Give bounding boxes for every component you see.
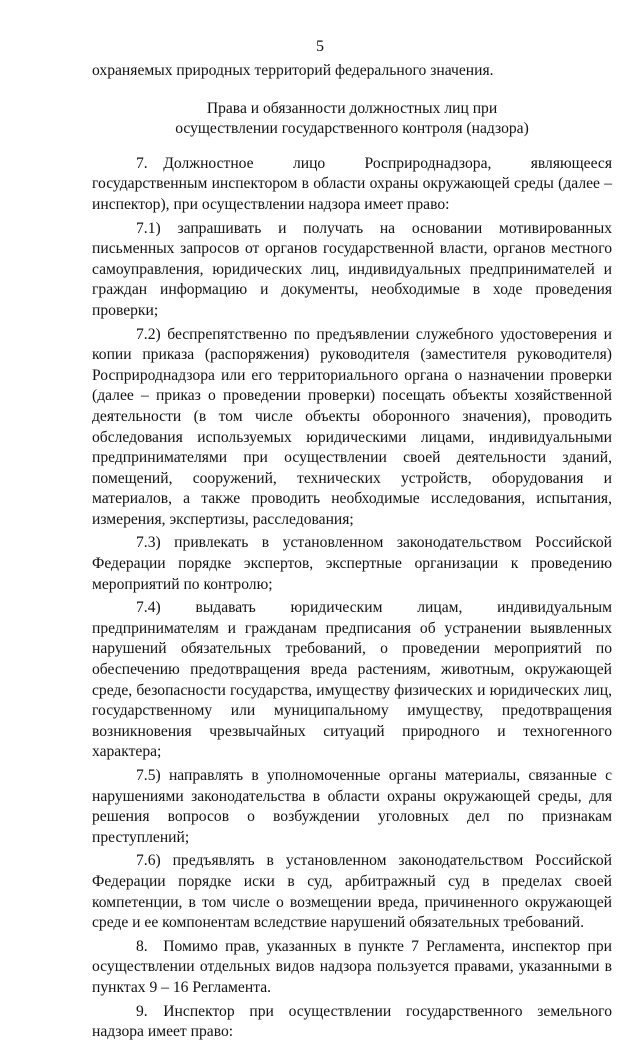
section-heading-line: осуществлении государственного контроля (надзора) bbox=[175, 120, 529, 138]
paragraph-7-6: 7.6) предъявлять в установленном законодательством Российской Федерации порядке иски в суд, арбитражный суд в пределах своей компетенции, в том числе о возмещении вреда, причиненного окружающей среде и ее компонентам вследствие нарушений обязательных требований. bbox=[92, 852, 612, 932]
section-heading-line: Права и обязанности должностных лиц при bbox=[206, 99, 498, 117]
paragraph-7-5: 7.5) направлять в уполномоченные органы материалы, связанные с нарушениями законодательства в области охраны окружающей среды, для решения вопросов о возбуждении уголовных дел по признакам преступлений; bbox=[92, 767, 612, 846]
paragraph-8: 8. Помимо прав, указанных в пункте 7 Регламента, инспектор при осуществлении отдельных видов надзора пользуется правами, указанными в пунктах 9 – 16 Регламента. bbox=[92, 937, 612, 996]
paragraph-7-3: 7.3) привлекать в установленном законодательством Российской Федерации порядке экспертов, экспертные организации к проведению мероприятий по контролю; bbox=[92, 534, 612, 593]
paragraph-7-4: 7.4) выдавать юридическим лицам, индивидуальным предпринимателям и гражданам предписания об устранении выявленных нарушений обязательных требований, о проведении мероприятий по обеспечению предотвращения вреда растениям, животным, окружающей среде, безопасности государства, имуществу физических и юридических лиц, государственному или муниципальному имуществу, предотвращения возникновения чрезвычайных ситуаций природного и техногенного характера; bbox=[92, 599, 612, 761]
continuation-line: охраняемых природных территорий федерального значения. bbox=[92, 62, 494, 79]
paragraph-7-1: 7.1) запрашивать и получать на основании мотивированных письменных запросов от органов государственной власти, органов местного самоуправления, юридических лиц, индивидуальных предпринимателей и граждан информацию и документы, необходимые в ходе проведения проверки; bbox=[92, 219, 612, 319]
page-number: 5 bbox=[316, 38, 324, 55]
paragraph-7-2: 7.2) беспрепятственно по предъявлении служебного удостоверения и копии приказа (распоряжения) руководителя (заместителя руководителя) Росприроднадзора или его территориального органа о назначении проверки (далее – приказ о проведении проверки) посещать объекты хозяйственной деятельности (в том числе объекты оборонного значения), проводить обследования используемых юридическими лицами, индивидуальными предпринимателями при осуществлении своей деятельности зданий, помещений, сооружений, технических устройств, оборудования и материалов, а также проводить необходимые исследования, испытания, измерения, экспертизы, расследования; bbox=[92, 325, 612, 528]
paragraph-7: 7. Должностное лицо Росприроднадзора, являющееся государственным инспектором в области охраны окружающей среды (далее – инспектор), при осуществлении надзора имеет право: bbox=[92, 154, 612, 213]
section-heading bbox=[92, 99, 612, 140]
document-body bbox=[92, 61, 612, 1046]
paragraph-9: 9. Инспектор при осуществлении государственного земельного надзора имеет право: bbox=[92, 1002, 612, 1041]
